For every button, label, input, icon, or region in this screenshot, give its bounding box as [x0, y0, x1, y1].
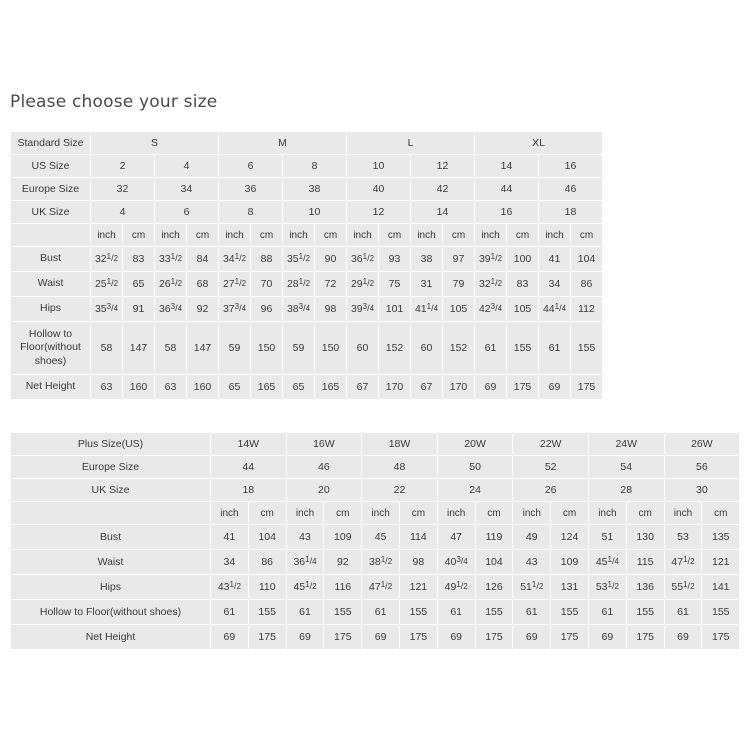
table-cell: Hollow to Floor(without shoes): [11, 322, 91, 375]
table-cell: $33^1/2$: [155, 247, 187, 272]
table-cell: $36^1/2$: [347, 247, 379, 272]
table-cell: 155: [551, 600, 589, 625]
plus-size-table: [10, 432, 740, 650]
table-cell: 69: [539, 375, 571, 400]
table-cell: $40^3/4$: [437, 550, 475, 575]
table-cell: 135: [702, 525, 740, 550]
table-cell: $34^1/2$: [219, 247, 251, 272]
table-cell: 10: [347, 155, 411, 178]
table-cell: 136: [626, 575, 664, 600]
table-row: [11, 297, 603, 322]
table-cell: 63: [91, 375, 123, 400]
table-cell: 16W: [286, 433, 362, 456]
table-cell: Bust: [11, 247, 91, 272]
table-cell: cm: [571, 224, 603, 247]
table-cell: Net Height: [11, 625, 211, 650]
table-cell: 6: [219, 155, 283, 178]
table-cell: Waist: [11, 272, 91, 297]
table-cell: inch: [664, 502, 702, 525]
table-cell: 42: [411, 178, 475, 201]
table-cell: 61: [437, 600, 475, 625]
table-cell: Net Height: [11, 375, 91, 400]
table-cell: 2: [91, 155, 155, 178]
table-cell: 116: [324, 575, 362, 600]
table-cell: inch: [362, 502, 400, 525]
table-cell: 75: [379, 272, 411, 297]
standard-size-table: [10, 131, 603, 400]
table-cell: $53^1/2$: [588, 575, 626, 600]
table-row: [11, 178, 603, 201]
table-cell: $32^1/2$: [475, 272, 507, 297]
table-cell: 170: [379, 375, 411, 400]
table-cell: 20W: [437, 433, 513, 456]
table-cell: US Size: [11, 155, 91, 178]
table-cell: 38: [283, 178, 347, 201]
table-cell: 121: [702, 550, 740, 575]
table-cell: 20: [286, 479, 362, 502]
table-cell: 14: [411, 201, 475, 224]
table-cell: 155: [324, 600, 362, 625]
table-cell: 61: [513, 600, 551, 625]
table-cell: Europe Size: [11, 178, 91, 201]
table-cell: $39^3/4$: [347, 297, 379, 322]
table-cell: 67: [411, 375, 443, 400]
table-cell: 24W: [588, 433, 664, 456]
table-cell: Plus Size(US): [11, 433, 211, 456]
table-cell: 101: [379, 297, 411, 322]
table-cell: 119: [475, 525, 513, 550]
table-cell: 155: [248, 600, 286, 625]
table-cell: 4: [91, 201, 155, 224]
table-cell: $36^1/4$: [286, 550, 324, 575]
table-cell: 58: [91, 322, 123, 375]
table-cell: 69: [211, 625, 249, 650]
table-cell: inch: [91, 224, 123, 247]
table-cell: 53: [664, 525, 702, 550]
table-cell: inch: [411, 224, 443, 247]
table-cell: inch: [286, 502, 324, 525]
table-cell: 84: [187, 247, 219, 272]
table-row: [11, 525, 740, 550]
table-cell: 34: [539, 272, 571, 297]
table-cell: 41: [539, 247, 571, 272]
table-row: [11, 247, 603, 272]
table-cell: $37^3/4$: [219, 297, 251, 322]
page-title: Please choose your size: [10, 92, 218, 112]
table-cell: 61: [362, 600, 400, 625]
standard-size-table-wrapper: [10, 131, 603, 400]
table-cell: 44: [475, 178, 539, 201]
table-cell: 31: [411, 272, 443, 297]
table-cell: 170: [443, 375, 475, 400]
table-cell: inch: [588, 502, 626, 525]
table-cell: cm: [324, 502, 362, 525]
table-cell: 155: [399, 600, 437, 625]
table-cell: 175: [324, 625, 362, 650]
table-cell: M: [219, 132, 347, 155]
table-cell: $35^3/4$: [91, 297, 123, 322]
table-cell: 68: [187, 272, 219, 297]
table-cell: cm: [443, 224, 475, 247]
table-cell: 67: [347, 375, 379, 400]
table-cell: 141: [702, 575, 740, 600]
table-cell: $42^3/4$: [475, 297, 507, 322]
table-cell: 104: [248, 525, 286, 550]
table-cell: 65: [123, 272, 155, 297]
table-row: [11, 272, 603, 297]
table-cell: 88: [251, 247, 283, 272]
table-cell: $39^1/2$: [475, 247, 507, 272]
table-cell: cm: [248, 502, 286, 525]
table-cell: $47^1/2$: [664, 550, 702, 575]
table-cell: 104: [571, 247, 603, 272]
table-cell: cm: [251, 224, 283, 247]
table-cell: $44^1/4$: [539, 297, 571, 322]
table-cell: 93: [379, 247, 411, 272]
table-cell: 147: [187, 322, 219, 375]
table-cell: 175: [626, 625, 664, 650]
table-cell: 98: [399, 550, 437, 575]
table-cell: 130: [626, 525, 664, 550]
table-cell: 8: [219, 201, 283, 224]
table-cell: 48: [362, 456, 438, 479]
table-cell: $35^1/2$: [283, 247, 315, 272]
table-cell: 70: [251, 272, 283, 297]
table-cell: $45^1/2$: [286, 575, 324, 600]
table-cell: 124: [551, 525, 589, 550]
table-cell: 175: [571, 375, 603, 400]
table-cell: 98: [315, 297, 347, 322]
table-cell: cm: [475, 502, 513, 525]
table-cell: inch: [539, 224, 571, 247]
table-cell: 47: [437, 525, 475, 550]
table-cell: 69: [513, 625, 551, 650]
table-cell: 28: [588, 479, 664, 502]
table-cell: 12: [347, 201, 411, 224]
table-row: [11, 502, 740, 525]
table-cell: 79: [443, 272, 475, 297]
table-cell: 147: [123, 322, 155, 375]
table-cell: 16: [475, 201, 539, 224]
table-cell: 160: [187, 375, 219, 400]
table-cell: 6: [155, 201, 219, 224]
table-cell: 49: [513, 525, 551, 550]
table-cell: UK Size: [11, 201, 91, 224]
table-cell: inch: [475, 224, 507, 247]
table-cell: 61: [588, 600, 626, 625]
table-cell: Hips: [11, 575, 211, 600]
table-cell: 22: [362, 479, 438, 502]
table-cell: 100: [507, 247, 539, 272]
table-cell: 63: [155, 375, 187, 400]
table-cell: 155: [702, 600, 740, 625]
table-cell: UK Size: [11, 479, 211, 502]
table-cell: 65: [283, 375, 315, 400]
table-cell: $45^1/4$: [588, 550, 626, 575]
table-cell: 175: [507, 375, 539, 400]
table-cell: 175: [702, 625, 740, 650]
table-cell: S: [91, 132, 219, 155]
table-cell: 22W: [513, 433, 589, 456]
table-row: [11, 456, 740, 479]
table-cell: 92: [324, 550, 362, 575]
table-cell: 112: [571, 297, 603, 322]
table-cell: 56: [664, 456, 740, 479]
table-cell: 65: [219, 375, 251, 400]
table-cell: 69: [437, 625, 475, 650]
table-cell: 26W: [664, 433, 740, 456]
table-cell: XL: [475, 132, 603, 155]
table-cell: 175: [248, 625, 286, 650]
table-cell: 59: [283, 322, 315, 375]
table-cell: 8: [283, 155, 347, 178]
table-cell: 36: [219, 178, 283, 201]
table-cell: cm: [551, 502, 589, 525]
table-cell: 52: [513, 456, 589, 479]
table-cell: 51: [588, 525, 626, 550]
table-cell: 45: [362, 525, 400, 550]
table-cell: 26: [513, 479, 589, 502]
table-cell: 155: [626, 600, 664, 625]
table-row: [11, 433, 740, 456]
table-cell: 69: [475, 375, 507, 400]
table-row: [11, 155, 603, 178]
table-cell: 155: [507, 322, 539, 375]
table-cell: 43: [513, 550, 551, 575]
table-cell: 58: [155, 322, 187, 375]
table-cell: 115: [626, 550, 664, 575]
table-cell: Bust: [11, 525, 211, 550]
table-cell: $32^1/2$: [91, 247, 123, 272]
table-cell: 60: [411, 322, 443, 375]
table-cell: inch: [219, 224, 251, 247]
table-cell: 114: [399, 525, 437, 550]
table-cell: 14W: [211, 433, 287, 456]
table-cell: 90: [315, 247, 347, 272]
table-cell: Waist: [11, 550, 211, 575]
table-cell: 175: [399, 625, 437, 650]
table-cell: cm: [187, 224, 219, 247]
table-row: [11, 132, 603, 155]
plus-size-table-wrapper: [10, 432, 740, 650]
table-cell: 131: [551, 575, 589, 600]
table-cell: 155: [571, 322, 603, 375]
table-row: [11, 375, 603, 400]
table-cell: 175: [475, 625, 513, 650]
table-cell: 38: [411, 247, 443, 272]
table-cell: 126: [475, 575, 513, 600]
table-cell: $43^1/2$: [211, 575, 249, 600]
table-cell: 34: [155, 178, 219, 201]
table-cell: $29^1/2$: [347, 272, 379, 297]
table-cell: 32: [91, 178, 155, 201]
table-cell: 46: [286, 456, 362, 479]
table-cell: $26^1/2$: [155, 272, 187, 297]
table-cell: 72: [315, 272, 347, 297]
table-cell: 152: [443, 322, 475, 375]
table-cell: $25^1/2$: [91, 272, 123, 297]
table-cell: 86: [248, 550, 286, 575]
table-cell: 104: [475, 550, 513, 575]
table-cell: 46: [539, 178, 603, 201]
table-cell: 61: [539, 322, 571, 375]
table-cell: inch: [347, 224, 379, 247]
table-cell: cm: [626, 502, 664, 525]
table-cell: $27^1/2$: [219, 272, 251, 297]
table-cell: 18W: [362, 433, 438, 456]
table-cell: inch: [283, 224, 315, 247]
table-cell: cm: [379, 224, 411, 247]
table-cell: 40: [347, 178, 411, 201]
table-cell: $36^3/4$: [155, 297, 187, 322]
table-cell: $38^3/4$: [283, 297, 315, 322]
table-cell: 96: [251, 297, 283, 322]
table-cell: L: [347, 132, 475, 155]
table-cell: 61: [475, 322, 507, 375]
table-cell: Hollow to Floor(without shoes): [11, 600, 211, 625]
table-cell: 69: [588, 625, 626, 650]
table-cell: 54: [588, 456, 664, 479]
table-cell: 155: [475, 600, 513, 625]
table-row: [11, 224, 603, 247]
table-cell: 44: [211, 456, 287, 479]
table-cell: 34: [211, 550, 249, 575]
table-row: [11, 201, 603, 224]
table-cell: [11, 224, 91, 247]
table-cell: 91: [123, 297, 155, 322]
table-cell: 50: [437, 456, 513, 479]
table-cell: [11, 502, 211, 525]
table-cell: 152: [379, 322, 411, 375]
table-cell: 60: [347, 322, 379, 375]
table-cell: 97: [443, 247, 475, 272]
table-cell: 43: [286, 525, 324, 550]
table-cell: 69: [362, 625, 400, 650]
table-cell: 109: [551, 550, 589, 575]
table-cell: $49^1/2$: [437, 575, 475, 600]
table-row: [11, 550, 740, 575]
table-cell: 59: [219, 322, 251, 375]
table-cell: 24: [437, 479, 513, 502]
table-cell: cm: [702, 502, 740, 525]
table-cell: 175: [551, 625, 589, 650]
table-cell: 69: [664, 625, 702, 650]
table-cell: 109: [324, 525, 362, 550]
table-cell: 150: [251, 322, 283, 375]
table-cell: $51^1/2$: [513, 575, 551, 600]
table-cell: cm: [123, 224, 155, 247]
table-cell: 10: [283, 201, 347, 224]
table-cell: 4: [155, 155, 219, 178]
table-row: [11, 625, 740, 650]
table-cell: 61: [286, 600, 324, 625]
table-cell: 150: [315, 322, 347, 375]
table-cell: 105: [507, 297, 539, 322]
table-row: [11, 479, 740, 502]
table-cell: 14: [475, 155, 539, 178]
table-cell: inch: [437, 502, 475, 525]
table-cell: $55^1/2$: [664, 575, 702, 600]
table-cell: $38^1/2$: [362, 550, 400, 575]
table-cell: inch: [513, 502, 551, 525]
table-cell: 69: [286, 625, 324, 650]
table-cell: Hips: [11, 297, 91, 322]
table-cell: cm: [315, 224, 347, 247]
table-cell: 86: [571, 272, 603, 297]
table-cell: 41: [211, 525, 249, 550]
table-row: [11, 575, 740, 600]
table-cell: $41^1/4$: [411, 297, 443, 322]
table-cell: 16: [539, 155, 603, 178]
table-cell: inch: [155, 224, 187, 247]
table-cell: 160: [123, 375, 155, 400]
table-cell: 165: [251, 375, 283, 400]
table-cell: Standard Size: [11, 132, 91, 155]
table-cell: 165: [315, 375, 347, 400]
table-cell: 105: [443, 297, 475, 322]
table-row: [11, 600, 740, 625]
table-cell: 83: [507, 272, 539, 297]
table-cell: 12: [411, 155, 475, 178]
table-row: [11, 322, 603, 375]
table-cell: 61: [664, 600, 702, 625]
table-cell: inch: [211, 502, 249, 525]
table-cell: cm: [399, 502, 437, 525]
table-cell: 18: [539, 201, 603, 224]
table-cell: 110: [248, 575, 286, 600]
table-cell: 61: [211, 600, 249, 625]
table-cell: $28^1/2$: [283, 272, 315, 297]
table-cell: Europe Size: [11, 456, 211, 479]
table-cell: 92: [187, 297, 219, 322]
table-cell: 121: [399, 575, 437, 600]
table-cell: 30: [664, 479, 740, 502]
table-cell: $47^1/2$: [362, 575, 400, 600]
table-cell: 83: [123, 247, 155, 272]
table-cell: 18: [211, 479, 287, 502]
table-cell: cm: [507, 224, 539, 247]
